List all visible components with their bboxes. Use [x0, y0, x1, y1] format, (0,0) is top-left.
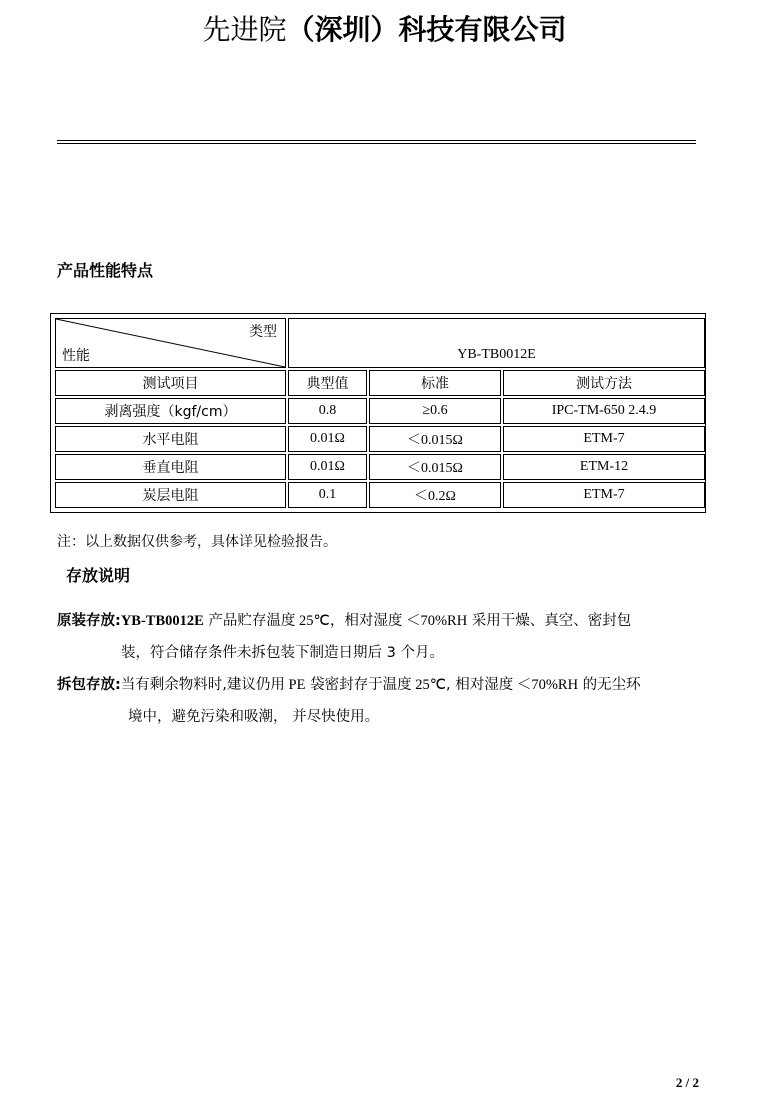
table-cell: 0.1 — [288, 482, 367, 508]
table-cell: ＜0.015Ω — [369, 426, 501, 452]
storage-sealed-line2: 装，符合储存条件未拆包装下制造日期后 3 个月。 — [121, 645, 444, 661]
table-row — [55, 398, 705, 424]
storage-sealed-temp: 25℃ — [295, 613, 330, 629]
table-row — [55, 482, 705, 508]
company-name-part2: （深圳）科技有限公司 — [286, 13, 567, 46]
storage-sealed-label: 原装存放: — [57, 613, 121, 629]
storage-opened-line1 — [57, 674, 641, 696]
table-cell: 水平电阻 — [55, 426, 286, 452]
storage-opened-rh: ＜70%RH — [513, 677, 579, 693]
table-cell: 0.8 — [288, 398, 367, 424]
storage-opened-text: 袋密封存于温度 — [305, 677, 412, 693]
table-cell: IPC-TM-650 2.4.9 — [503, 398, 705, 424]
storage-sealed-text: 采用干燥、真空、密封包 — [467, 613, 632, 629]
table-cell: 剥离强度（kgf/cm） — [55, 398, 286, 424]
table-row — [55, 426, 705, 452]
table-corner-cell — [55, 318, 286, 368]
header-rule-bottom — [57, 143, 696, 144]
corner-property-label: 性能 — [62, 348, 90, 364]
corner-type-label: 类型 — [249, 324, 277, 340]
table-cell: ＜0.015Ω — [369, 454, 501, 480]
table-header-cell: 标准 — [369, 370, 501, 396]
storage-sealed-text: 产品贮存温度 — [203, 613, 296, 629]
storage-opened-pe: PE — [284, 677, 306, 693]
storage-sealed-rh: ＜70%RH — [402, 613, 468, 629]
storage-opened-temp: 25℃ — [411, 677, 446, 693]
table-header-cell: 测试方法 — [503, 370, 705, 396]
performance-table — [50, 313, 706, 513]
storage-section-title: 存放说明 — [66, 566, 131, 585]
table-cell: ≥0.6 — [369, 398, 501, 424]
company-name — [0, 10, 769, 50]
storage-sealed-text: ，相对湿度 — [329, 613, 403, 629]
table-header-row — [55, 370, 705, 396]
storage-opened-line2: 境中，避免污染和吸潮， 并尽快使用。 — [128, 709, 380, 725]
table-cell: ＜0.2Ω — [369, 482, 501, 508]
header-rule-top — [57, 140, 696, 141]
table-note: 注：以上数据仅供参考，具体详见检验报告。 — [57, 534, 337, 550]
table-model-cell: YB-TB0012E — [288, 318, 705, 368]
table-cell: 炭层电阻 — [55, 482, 286, 508]
table-header-cell: 典型值 — [288, 370, 367, 396]
company-name-part1: 先进院 — [202, 13, 287, 46]
performance-section-title: 产品性能特点 — [57, 261, 154, 280]
table-cell: 0.01Ω — [288, 426, 367, 452]
table-cell: ETM-7 — [503, 482, 705, 508]
storage-opened-text: , 相对湿度 — [446, 677, 514, 693]
storage-sealed-model: YB-TB0012E — [120, 613, 204, 629]
storage-opened-label: 拆包存放: — [57, 677, 121, 693]
table-cell: 0.01Ω — [288, 454, 367, 480]
storage-sealed-line1 — [57, 610, 631, 632]
table-cell: ETM-12 — [503, 454, 705, 480]
table-row — [55, 454, 705, 480]
storage-opened-text: 的无尘环 — [578, 677, 641, 693]
table-header-cell: 测试项目 — [55, 370, 286, 396]
page-number: 2 / 2 — [675, 1075, 699, 1090]
table-cell: ETM-7 — [503, 426, 705, 452]
table-cell: 垂直电阻 — [55, 454, 286, 480]
storage-opened-text: 当有剩余物料时,建议仍用 — [120, 677, 285, 693]
